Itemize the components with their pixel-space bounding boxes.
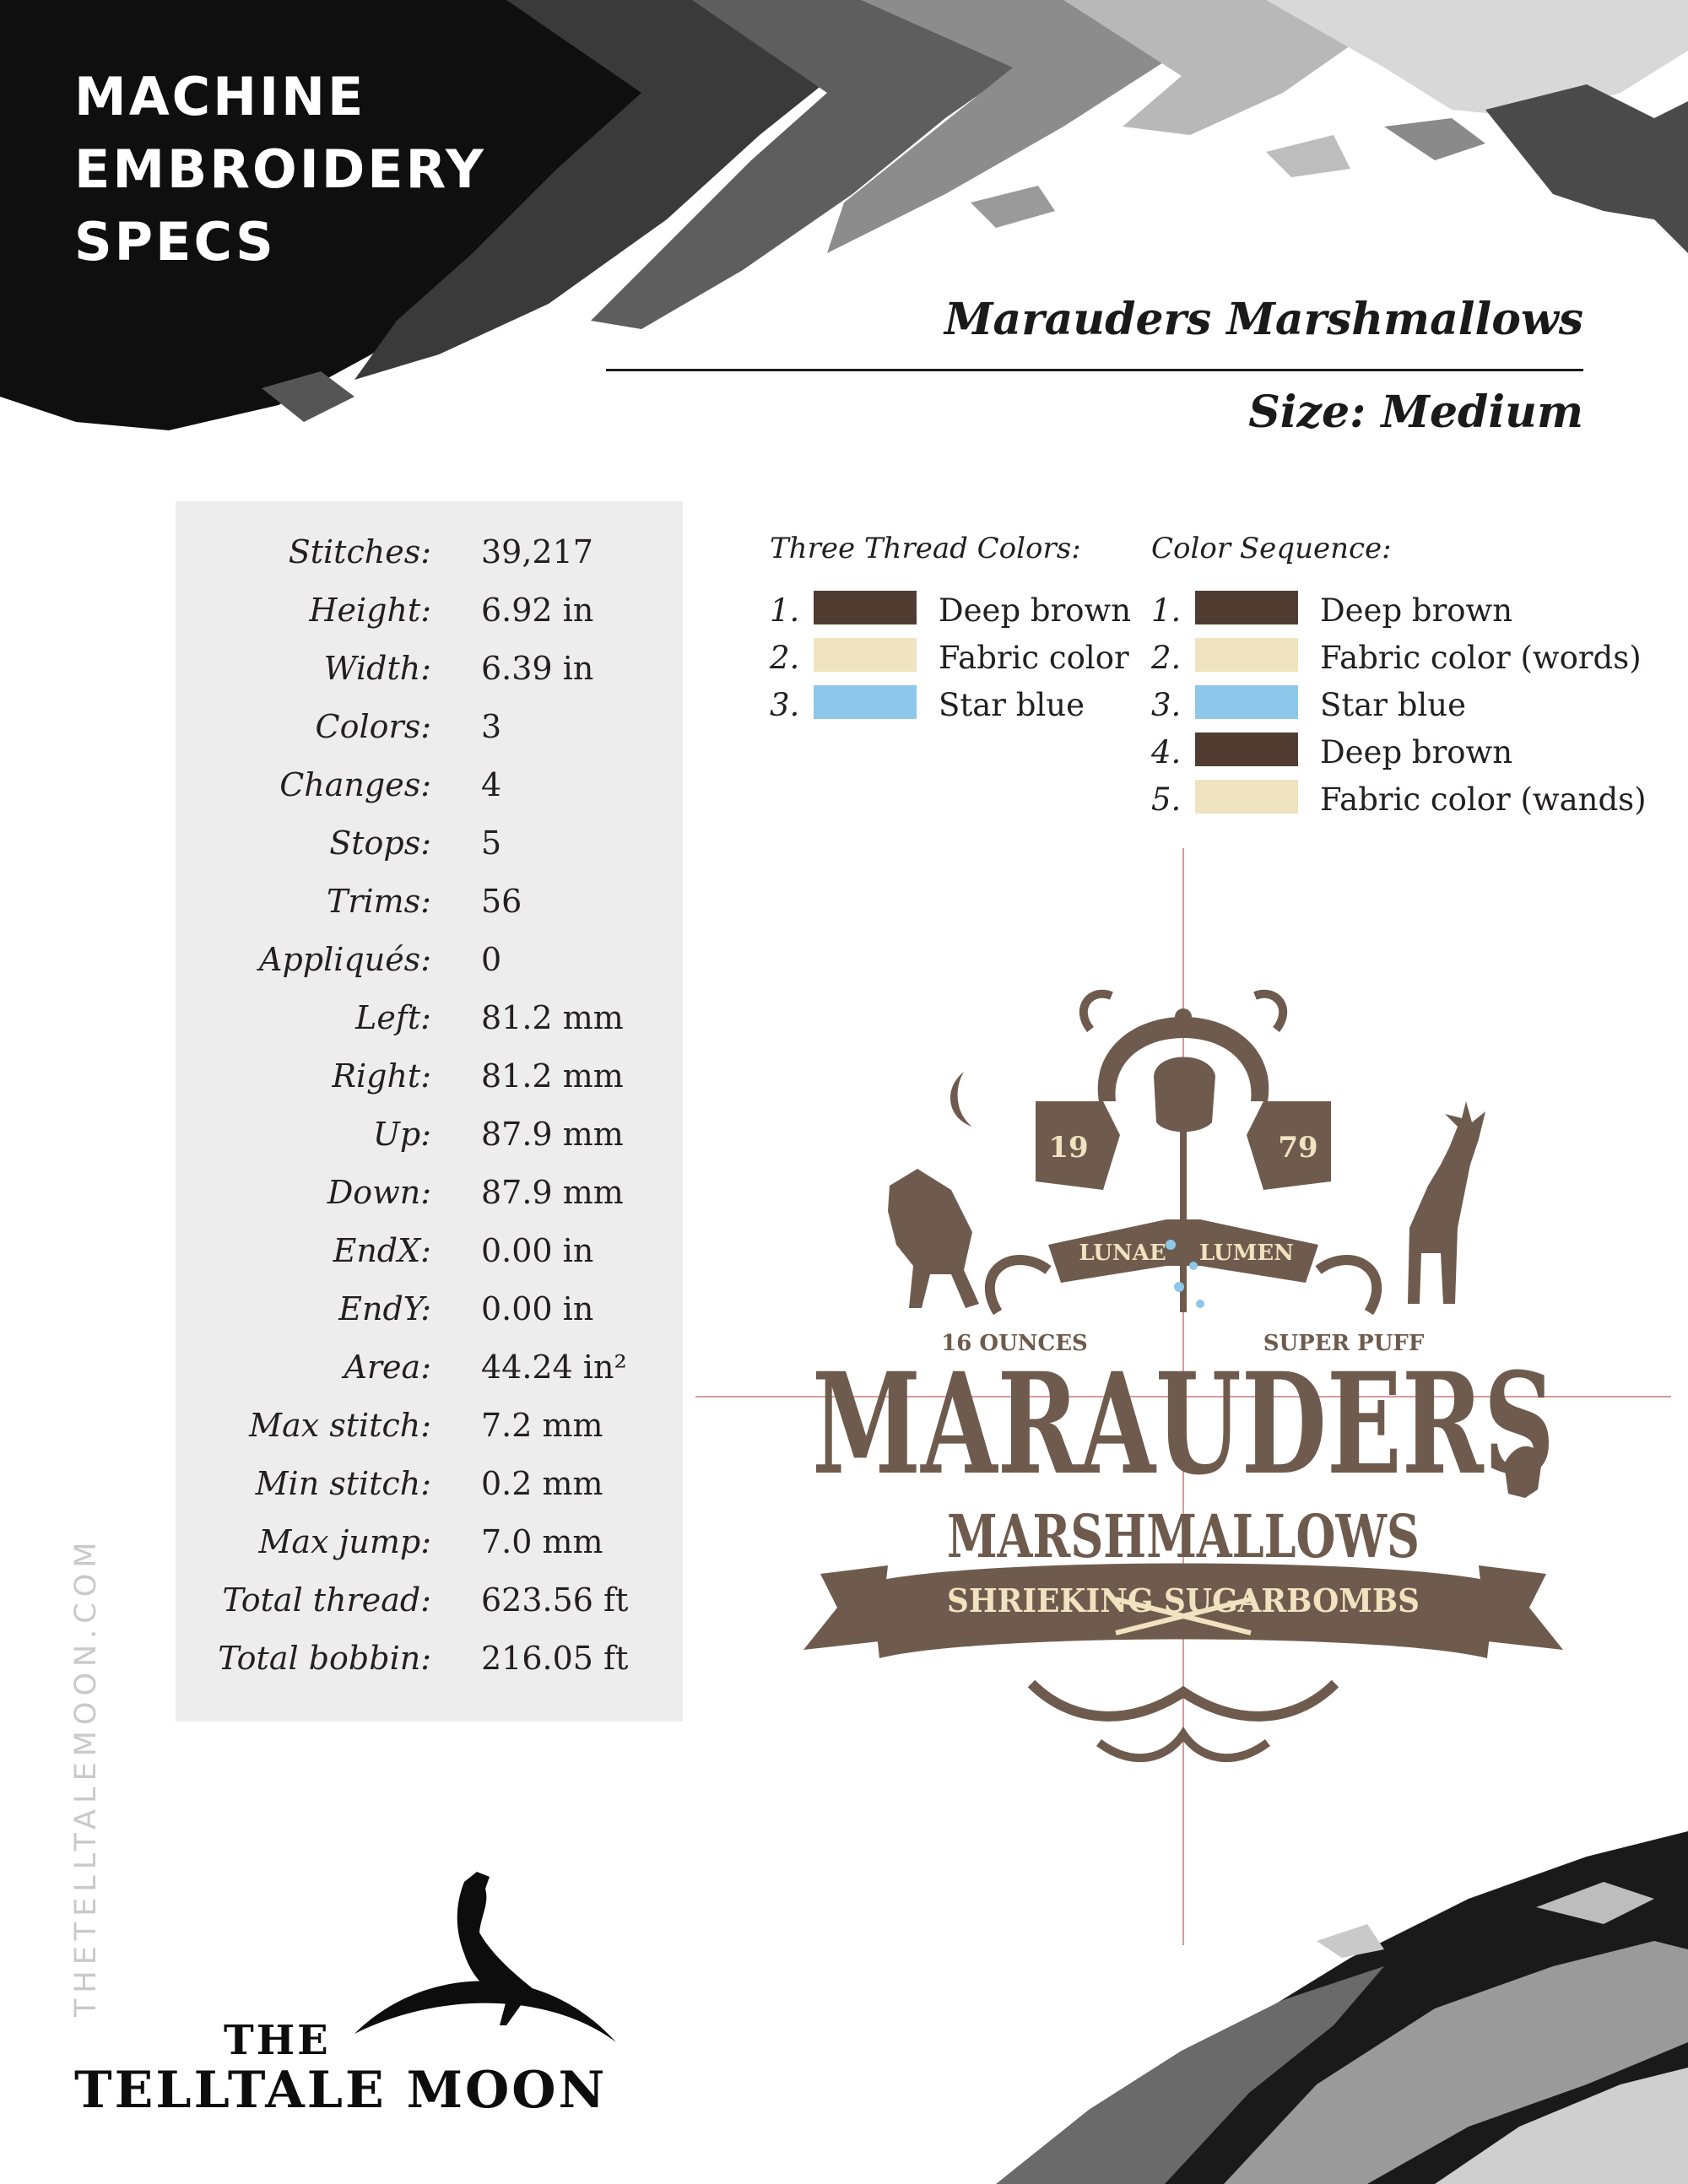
spec-value: 44.24 in² <box>481 1349 627 1386</box>
spec-label: Right: <box>332 1057 431 1095</box>
thread-color-name: Star blue <box>939 687 1085 723</box>
spec-label: Up: <box>372 1116 431 1153</box>
sequence-item <box>1151 591 1624 638</box>
header-divider <box>606 369 1583 371</box>
spec-row-endy <box>176 1290 683 1349</box>
spec-label: Down: <box>327 1174 431 1211</box>
spec-value: 81.2 mm <box>481 1057 624 1095</box>
spec-row-max-stitch <box>176 1407 683 1465</box>
star-sparkle <box>1166 1240 1176 1250</box>
spec-row-max-jump <box>176 1523 683 1581</box>
year-right: 79 <box>1278 1131 1318 1165</box>
spec-value: 5 <box>481 824 502 862</box>
spec-row-up <box>176 1116 683 1174</box>
spec-value: 3 <box>481 708 502 745</box>
spec-value: 4 <box>481 766 502 803</box>
spec-value: 87.9 mm <box>481 1174 624 1211</box>
banner-right: LUMEN <box>1199 1241 1294 1266</box>
tag-right: SUPER PUFF <box>1263 1331 1425 1356</box>
spec-label: Appliqués: <box>259 941 431 978</box>
design-size: Size: Medium <box>1248 387 1583 438</box>
color-swatch <box>814 638 917 672</box>
spec-row-changes <box>176 766 683 824</box>
spec-label: Changes: <box>279 766 431 803</box>
sequence-number: 2. <box>1151 640 1182 676</box>
spec-label: Total thread: <box>222 1581 431 1619</box>
spec-value: 81.2 mm <box>481 999 624 1036</box>
color-swatch <box>1195 591 1298 624</box>
tag-left: 16 OUNCES <box>941 1331 1088 1356</box>
spec-label: Stops: <box>329 824 431 862</box>
spec-label: Colors: <box>315 708 431 745</box>
title-line-1: MACHINE <box>74 66 366 127</box>
sequence-number: 3. <box>1151 687 1182 723</box>
spec-row-total-bobbin <box>176 1640 683 1698</box>
spec-label: Height: <box>309 592 431 629</box>
spec-row-stops <box>176 824 683 883</box>
spec-row-right <box>176 1057 683 1116</box>
sequence-color-name: Star blue <box>1320 687 1466 723</box>
spec-row-area <box>176 1349 683 1407</box>
logo-the: THE <box>224 2017 331 2064</box>
sequence-item <box>1151 733 1624 780</box>
spec-value: 39,217 <box>481 533 593 570</box>
moon-arc-icon <box>354 1981 616 2043</box>
spec-label: Stitches: <box>288 533 431 570</box>
thread-color-number: 2. <box>770 640 800 676</box>
spec-label: Min stitch: <box>255 1465 431 1502</box>
spec-label: Total bobbin: <box>218 1640 431 1677</box>
spec-label: Trims: <box>326 883 431 920</box>
spec-label: EndY: <box>338 1290 431 1327</box>
sequence-color-name: Deep brown <box>1320 592 1513 629</box>
spec-row-trims <box>176 883 683 941</box>
spec-row-endx <box>176 1232 683 1290</box>
spec-value: 87.9 mm <box>481 1116 624 1153</box>
spec-value: 623.56 ft <box>481 1581 629 1619</box>
page-title <box>74 61 486 278</box>
spec-label: Area: <box>344 1349 431 1386</box>
color-sequence-heading: Color Sequence: <box>1151 532 1392 565</box>
spec-row-total-thread <box>176 1581 683 1640</box>
spec-value: 6.39 in <box>481 650 594 687</box>
sequence-number: 1. <box>1151 592 1182 629</box>
spec-row-left <box>176 999 683 1057</box>
sequence-item <box>1151 638 1642 685</box>
specs-panel <box>176 501 683 1722</box>
year-left: 19 <box>1048 1131 1089 1165</box>
color-swatch <box>814 591 917 624</box>
spec-label: Max stitch: <box>249 1407 431 1444</box>
sequence-color-name: Fabric color (words) <box>1320 640 1642 676</box>
thread-color-name: Fabric color <box>939 640 1129 676</box>
thread-color-item <box>770 638 1129 685</box>
spec-row-stitches <box>176 533 683 592</box>
sequence-number: 4. <box>1151 734 1182 770</box>
color-swatch <box>1195 780 1298 814</box>
spec-row-appliques <box>176 941 683 999</box>
spec-value: 6.92 in <box>481 592 594 629</box>
logo-name: TELLTALE MOON <box>74 2061 608 2120</box>
star-sparkle <box>1174 1282 1184 1292</box>
thread-color-item <box>770 685 1124 733</box>
color-swatch <box>1195 685 1298 719</box>
spec-value: 7.0 mm <box>481 1523 603 1560</box>
sequence-item <box>1151 685 1624 733</box>
title-line-3: SPECS <box>74 211 276 273</box>
star-sparkle <box>1196 1300 1204 1308</box>
sequence-color-name: Fabric color (wands) <box>1320 781 1647 818</box>
spec-label: Width: <box>323 650 431 687</box>
spec-row-colors <box>176 708 683 766</box>
spec-value: 0.00 in <box>481 1232 594 1269</box>
spec-label: EndX: <box>333 1232 431 1269</box>
spec-value: 7.2 mm <box>481 1407 603 1444</box>
sequence-number: 5. <box>1151 781 1182 818</box>
color-swatch <box>1195 638 1298 672</box>
spec-value: 0.2 mm <box>481 1465 603 1502</box>
design-name: Marauders Marshmallows <box>944 294 1583 345</box>
main-word: MARAUDERS <box>812 1342 1555 1506</box>
spec-row-down <box>176 1174 683 1232</box>
second-word: MARSHMALLOWS <box>947 1501 1420 1571</box>
star-sparkle <box>1189 1262 1198 1270</box>
spec-label: Max jump: <box>258 1523 431 1560</box>
tagline: SHRIEKING SUGARBOMBS <box>947 1581 1420 1619</box>
thread-colors-heading: Three Thread Colors: <box>770 532 1081 565</box>
spec-row-width <box>176 650 683 708</box>
spec-label: Left: <box>355 999 431 1036</box>
spec-row-min-stitch <box>176 1465 683 1523</box>
thread-color-number: 3. <box>770 687 800 723</box>
thread-color-number: 1. <box>770 592 800 629</box>
color-swatch <box>1195 733 1298 766</box>
sequence-color-name: Deep brown <box>1320 734 1513 770</box>
spec-value: 0 <box>481 941 502 978</box>
thread-color-item <box>770 591 1132 638</box>
embroidery-preview <box>694 848 1673 1954</box>
spec-row-height <box>176 592 683 650</box>
color-swatch <box>814 685 917 719</box>
thread-color-name: Deep brown <box>939 592 1132 629</box>
spec-value: 56 <box>481 883 522 920</box>
spec-value: 216.05 ft <box>481 1640 629 1677</box>
banner-left: LUNAE <box>1079 1241 1166 1266</box>
spec-value: 0.00 in <box>481 1290 594 1327</box>
title-line-2: EMBROIDERY <box>74 138 486 200</box>
sequence-item <box>1151 780 1647 827</box>
website-vertical: THETELLTALEMOON.COM <box>69 1536 103 2017</box>
